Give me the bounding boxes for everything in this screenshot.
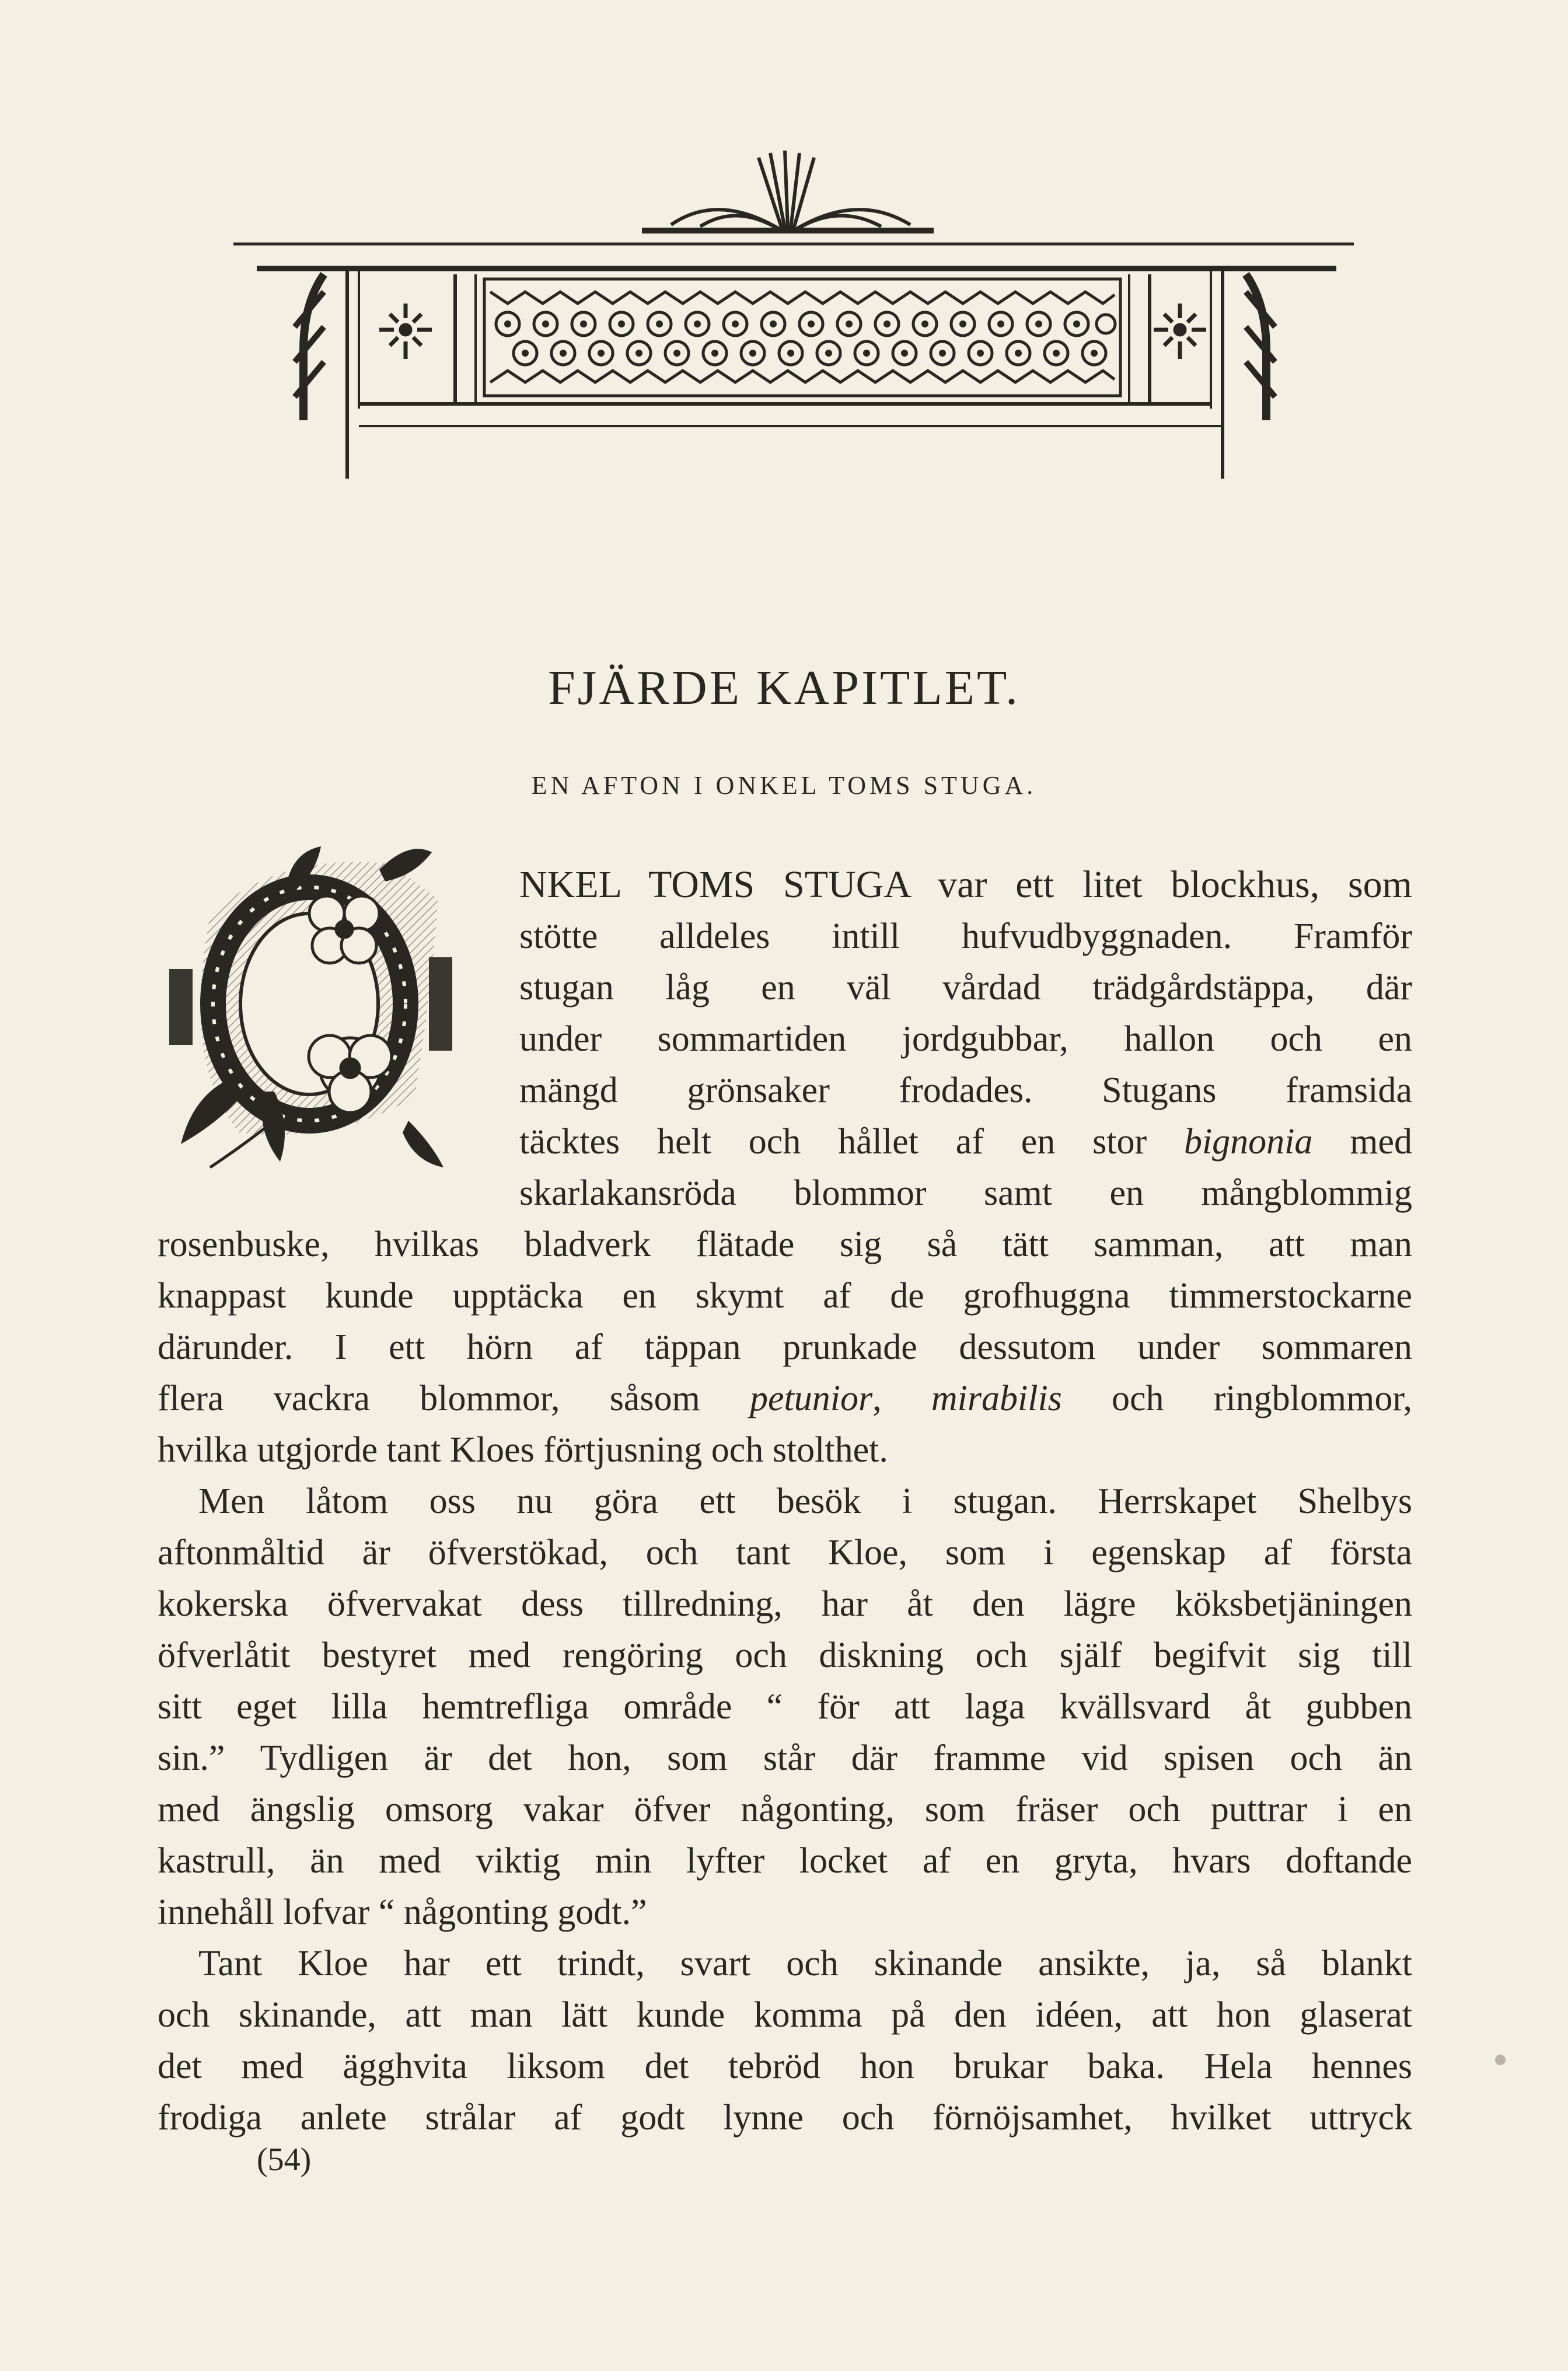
text-line: med ängslig omsorg vakar öfver någonting, som fräser och puttrar i en bbox=[158, 1790, 1412, 1829]
text-line: öfverlåtit bestyret med rengöring och diskning och själf begifvit sig till bbox=[158, 1636, 1412, 1675]
text-line: det med ägghvita liksom det tebröd hon brukar baka. Hela hennes bbox=[158, 2046, 1412, 2086]
text-line: under sommartiden jordgubbar, hallon och en bbox=[519, 1019, 1412, 1059]
page-number: (54) bbox=[257, 2142, 312, 2178]
text-line: flera vackra blommor, såsom petunior, mirabilis och ringblommor, bbox=[158, 1379, 1412, 1418]
paragraph-2 bbox=[158, 1476, 1412, 1938]
ornamental-band-icon bbox=[484, 279, 1120, 396]
chapter-subtitle: EN AFTON I ONKEL TOMS STUGA. bbox=[531, 771, 1037, 800]
text-line: sitt eget lilla hemtrefliga område “ för att laga kvällsvard åt gubben bbox=[158, 1687, 1412, 1727]
paragraph-3 bbox=[158, 1938, 1412, 2143]
text-line: innehåll lofvar “ någonting godt.” bbox=[158, 1892, 647, 1932]
chapter-title: FJÄRDE KAPITLET. bbox=[547, 661, 1021, 715]
text-line: aftonmåltid är öfverstökad, och tant Kloe, som i egenskap af första bbox=[158, 1533, 1412, 1572]
decorative-header-ornament-icon bbox=[0, 0, 1568, 525]
print-speck bbox=[1495, 2055, 1506, 2065]
text-line: därunder. I ett hörn af täppan prunkade dessutom under sommaren bbox=[158, 1327, 1412, 1367]
text-line: stötte alldeles intill hufvudbyggnaden. Framför bbox=[519, 916, 1412, 956]
text-line: kokerska öfvervakat dess tillredning, har åt den lägre köksbetjäningen bbox=[158, 1584, 1412, 1624]
text-line: Men låtom oss nu göra ett besök i stugan. Herrskapet Shelbys bbox=[198, 1481, 1412, 1521]
text-line: sin.” Tydligen är det hon, som står där framme vid spisen och än bbox=[158, 1738, 1412, 1778]
paragraph-1-full bbox=[158, 1219, 1412, 1476]
text-line: skarlakansröda blommor samt en mångblommig bbox=[519, 1173, 1412, 1213]
floral-dropcap-ornament-icon bbox=[158, 817, 484, 1179]
italic-term: petunior bbox=[750, 1379, 873, 1418]
text-line: NKEL TOMS STUGA var ett litet blockhus, som bbox=[519, 863, 1412, 906]
star-ornament-right-icon bbox=[1154, 304, 1206, 359]
fan-ornament-icon bbox=[642, 151, 934, 231]
italic-term: bignonia bbox=[1183, 1122, 1313, 1162]
text-line: täcktes helt och hållet af en stor bignonia med bbox=[519, 1122, 1412, 1162]
text-line: kastrull, än med viktig min lyfter locket af en gryta, hvars doftande bbox=[158, 1841, 1412, 1881]
star-ornament-left-icon bbox=[379, 304, 432, 359]
text-line: rosenbuske, hvilkas bladverk flätade sig så tätt samman, att man bbox=[158, 1225, 1412, 1264]
text-line: och skinande, att man lätt kunde komma på den idéen, att hon glaserat bbox=[158, 1995, 1412, 2035]
text-line: hvilka utgjorde tant Kloes förtjusning och stolthet. bbox=[158, 1430, 888, 1470]
text-line: stugan låg en väl vårdad trädgårdstäppa, där bbox=[519, 968, 1412, 1007]
text-line: knappast kunde upptäcka en skymt af de grofhuggna timmerstockarne bbox=[158, 1276, 1412, 1316]
text-line: Tant Kloe har ett trindt, svart och skinande ansikte, ja, så blankt bbox=[198, 1944, 1412, 1983]
paragraph-1-narrow bbox=[519, 859, 1412, 1219]
text-line: mängd grönsaker frodades. Stugans framsida bbox=[519, 1071, 1412, 1110]
italic-term: mirabilis bbox=[931, 1379, 1062, 1418]
text-line: frodiga anlete strålar af godt lynne och förnöjsamhet, hvilket uttryck bbox=[158, 2098, 1412, 2138]
